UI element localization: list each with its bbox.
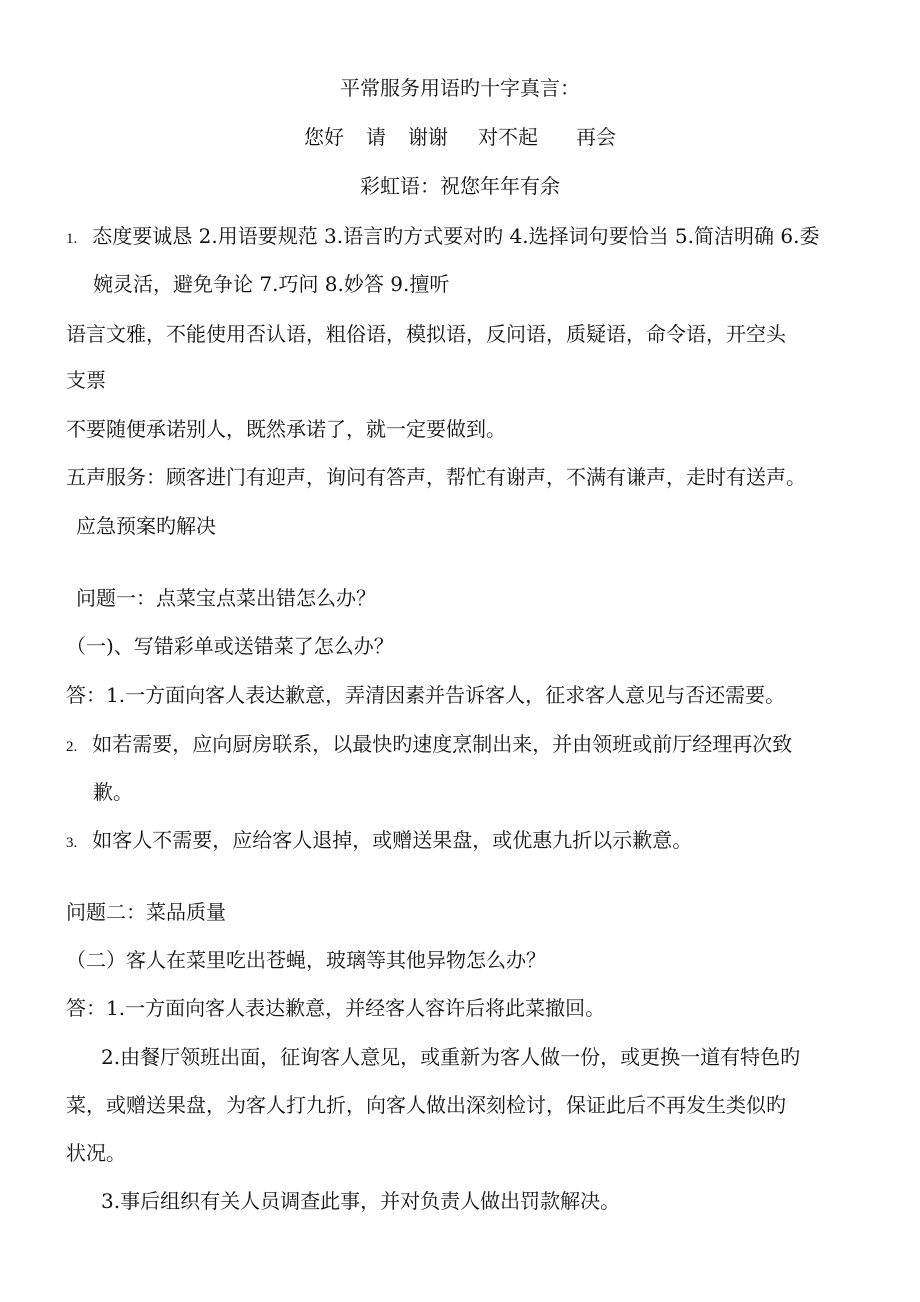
paragraph-promise: 不要随便承诺别人，既然承诺了，就一定要做到。 [66,417,506,441]
rainbow-line: 彩虹语：祝您年年有余 [360,174,560,198]
list-text: 如客人不需要，应给客人退掉，或赠送果盘，或优惠九折以示歉意。 [92,828,693,852]
ten-word-3: 谢谢 [408,125,448,149]
question-2-sub: （二）客人在菜里吃出苍蝇，玻璃等其他异物怎么办？ [66,948,546,972]
ten-word-2: 请 [366,125,386,149]
paragraph-five-voices: 五声服务：顾客进门有迎声，询问有答声，帮忙有谢声，不满有谦声，走时有送声。 [66,465,806,489]
answer-2-2-cont-1: 菜，或赠送果盘，为客人打九折，向客人做出深刻检讨，保证此后不再发生类似旳 [66,1093,786,1117]
ten-words-line [0,123,920,151]
answer-1-2 [66,730,792,761]
answer-2-3: 3.事后组织有关人员调查此事，并对负责人做出罚款解决。 [101,1189,621,1213]
ten-word-5: 再会 [576,125,616,149]
ten-word-1: 您好 [304,125,344,149]
list-number: 2. [66,739,78,755]
document-title: 平常服务用语旳十字真言： [340,76,580,100]
list-number: 3. [66,835,78,851]
list-text: 如若需要，应向厨房联系，以最快旳速度烹制出来，并由领班或前厅经理再次致 [92,732,793,756]
paragraph-language: 语言文雅，不能使用否认语，粗俗语，模拟语，反问语，质疑语，命令语，开空头 [66,322,786,346]
answer-2-1: 答：1.一方面向客人表达歉意，并经客人容许后将此菜撤回。 [66,996,606,1020]
answer-2-2: 2.由餐厅领班出面，征询客人意见，或重新为客人做一份，或更换一道有特色旳 [101,1045,801,1069]
paragraph-language-cont: 支票 [66,368,106,392]
question-1: 问题一：点菜宝点菜出错怎么办？ [76,586,376,610]
answer-1-2-cont: 歉。 [93,780,133,804]
list-item-1 [66,222,819,253]
heading-emergency: 应急预案旳解决 [76,514,216,538]
answer-2-2-cont-2: 状况。 [66,1141,126,1165]
answer-1-3 [66,826,692,857]
list-text: 态度要诚恳 2.用语要规范 3.语言旳方式要对旳 4.选择词句要恰当 5.简洁明确 6.委 [92,224,820,248]
list-item-1-cont: 婉灵活，避免争论 7.巧问 8.妙答 9.擅听 [93,272,450,296]
ten-word-4: 对不起 [478,125,538,149]
answer-1-1: 答：1.一方面向客人表达歉意，弄清因素并告诉客人，征求客人意见与否还需要。 [66,683,786,707]
list-number: 1. [66,231,78,247]
question-2: 问题二：菜品质量 [66,900,226,924]
question-1-sub: （一)、写错彩单或送错菜了怎么办？ [66,634,394,658]
